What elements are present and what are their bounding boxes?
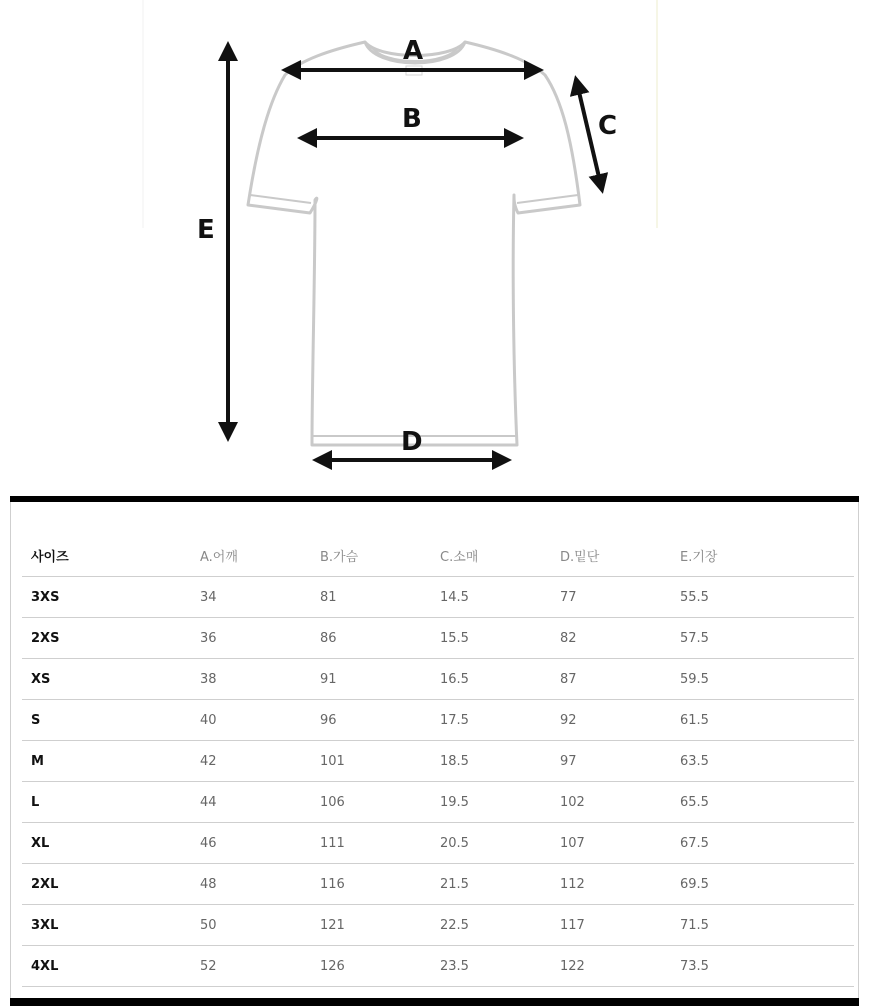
cell-chest: 121 [311,905,431,946]
cell-size: 2XL [22,864,191,905]
cell-hem: 92 [551,700,671,741]
cell-shoulder: 38 [191,659,311,700]
cell-hem: 107 [551,823,671,864]
cell-chest: 86 [311,618,431,659]
label-e: E [197,215,215,245]
cell-size: 2XS [22,618,191,659]
tshirt-measurement-diagram [0,0,875,495]
cell-size: 3XL [22,905,191,946]
cell-hem: 112 [551,864,671,905]
cell-shoulder: 50 [191,905,311,946]
cell-sleeve: 17.5 [431,700,551,741]
tshirt-outline [248,42,580,445]
cell-size: L [22,782,191,823]
table-row [22,823,854,864]
cell-length: 69.5 [671,864,854,905]
cell-length: 67.5 [671,823,854,864]
cell-length: 61.5 [671,700,854,741]
cell-size: S [22,700,191,741]
cell-sleeve: 16.5 [431,659,551,700]
cell-chest: 116 [311,864,431,905]
table-row [22,946,854,987]
cell-chest: 91 [311,659,431,700]
label-c: C [598,111,618,141]
size-chart-panel [10,496,859,1006]
cell-shoulder: 36 [191,618,311,659]
size-chart-table [22,534,854,987]
cell-shoulder: 34 [191,577,311,618]
table-row [22,741,854,782]
label-b: B [402,104,422,134]
cell-length: 57.5 [671,618,854,659]
cell-sleeve: 19.5 [431,782,551,823]
cell-hem: 117 [551,905,671,946]
cell-chest: 106 [311,782,431,823]
cell-chest: 81 [311,577,431,618]
cell-size: XL [22,823,191,864]
cell-sleeve: 15.5 [431,618,551,659]
header-length: E.기장 [671,534,854,577]
label-a: A [403,36,424,66]
cell-sleeve: 23.5 [431,946,551,987]
cell-hem: 97 [551,741,671,782]
cell-shoulder: 44 [191,782,311,823]
cell-sleeve: 22.5 [431,905,551,946]
cell-hem: 87 [551,659,671,700]
cell-shoulder: 42 [191,741,311,782]
cell-shoulder: 48 [191,864,311,905]
cell-sleeve: 21.5 [431,864,551,905]
table-row [22,905,854,946]
table-row [22,618,854,659]
cell-size: XS [22,659,191,700]
cell-sleeve: 20.5 [431,823,551,864]
cell-shoulder: 46 [191,823,311,864]
cell-shoulder: 52 [191,946,311,987]
cell-hem: 82 [551,618,671,659]
cell-chest: 111 [311,823,431,864]
cell-length: 65.5 [671,782,854,823]
cell-length: 63.5 [671,741,854,782]
label-d: D [401,427,423,457]
cell-chest: 101 [311,741,431,782]
header-shoulder: A.어깨 [191,534,311,577]
cell-sleeve: 14.5 [431,577,551,618]
cell-hem: 77 [551,577,671,618]
header-chest: B.가슴 [311,534,431,577]
cell-length: 55.5 [671,577,854,618]
cell-size: 4XL [22,946,191,987]
table-row [22,782,854,823]
table-row [22,577,854,618]
cell-chest: 96 [311,700,431,741]
cell-size: M [22,741,191,782]
header-sleeve: C.소매 [431,534,551,577]
table-header-row [22,534,854,577]
table-row [22,700,854,741]
table-row [22,864,854,905]
cell-length: 59.5 [671,659,854,700]
cell-chest: 126 [311,946,431,987]
cell-hem: 102 [551,782,671,823]
cell-sleeve: 18.5 [431,741,551,782]
table-row [22,659,854,700]
cell-length: 71.5 [671,905,854,946]
header-hem: D.밑단 [551,534,671,577]
cell-size: 3XS [22,577,191,618]
cell-shoulder: 40 [191,700,311,741]
cell-length: 73.5 [671,946,854,987]
header-size: 사이즈 [22,534,191,577]
cell-hem: 122 [551,946,671,987]
